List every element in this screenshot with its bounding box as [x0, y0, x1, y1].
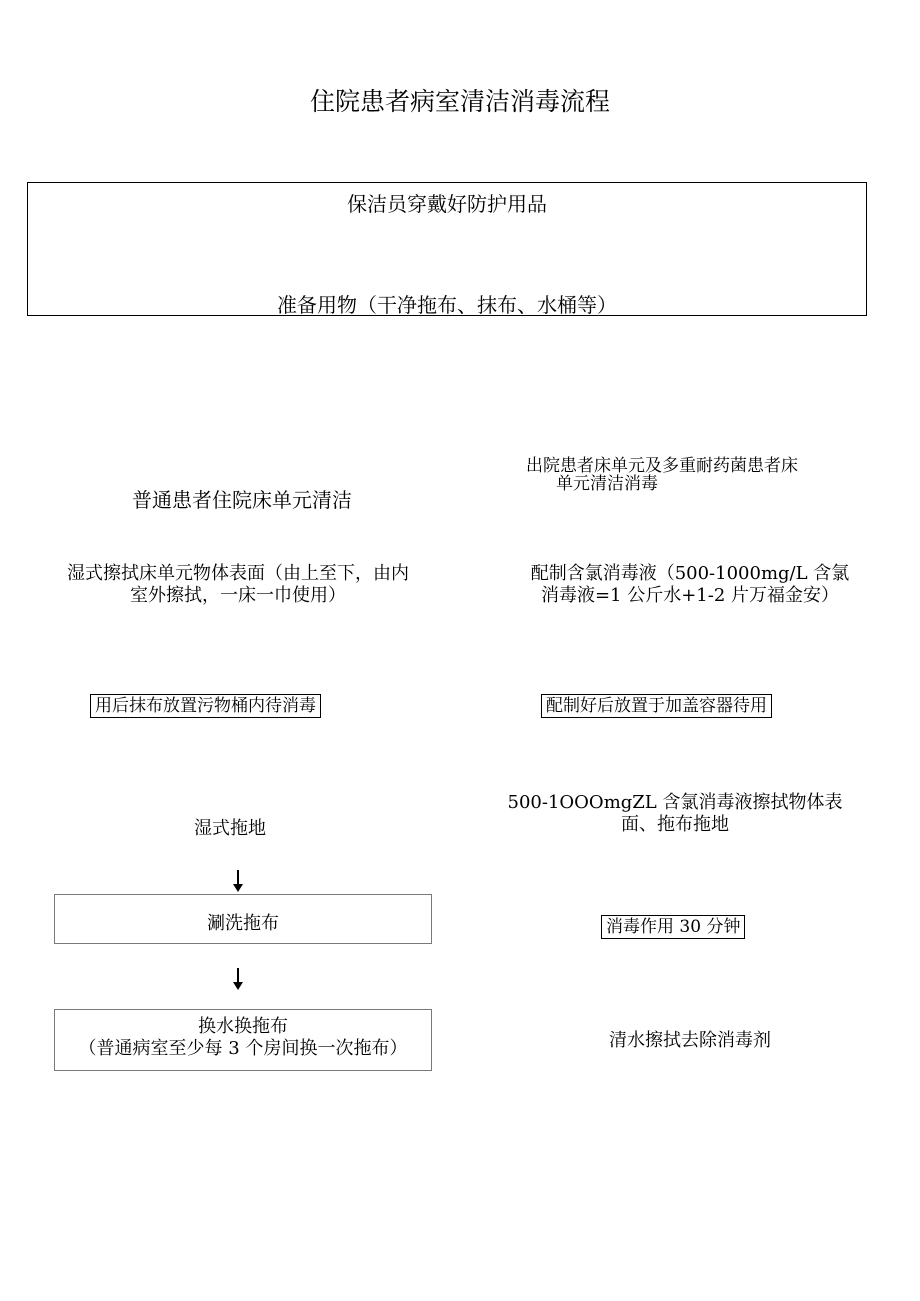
left-step-change-mop-box	[54, 1009, 432, 1071]
left-step-wet-mop: 湿式拖地	[194, 818, 266, 839]
page-title: 住院患者病室清洁消毒流程	[309, 87, 610, 116]
right-step-prepare-solution-line2: 消毒液=1 公斤水+1-2 片万福金安）	[540, 585, 840, 606]
right-step-rinse-residue: 清水擦拭去除消毒剂	[609, 1030, 771, 1051]
right-heading-line2: 单元清洁消毒	[556, 474, 658, 494]
left-step-change-mop-note: （普通病室至少每 3 个房间换一次拖布）	[78, 1038, 408, 1059]
preparation-line-protective-gear: 保洁员穿戴好防护用品	[347, 192, 547, 216]
preparation-box	[27, 182, 867, 316]
left-step-wipe-surfaces-line1: 湿式擦拭床单元物体表面（由上至下，由内	[67, 563, 409, 584]
left-step-cloth-disposal: 用后抹布放置污物桶内待消毒	[90, 694, 321, 718]
right-step-wipe-and-mop-line1: 500-1OOOmgZL 含氯消毒液擦拭物体表	[507, 792, 843, 813]
right-step-prepare-solution	[480, 563, 900, 607]
right-step-wipe-and-mop-line2: 面、拖布拖地	[621, 814, 729, 835]
left-step-wipe-surfaces-line2: 室外擦拭，一床一巾使用）	[130, 585, 346, 606]
left-step-change-mop: 换水换拖布	[198, 1016, 288, 1037]
preparation-line-supplies: 准备用物（干净拖布、抹布、水桶等）	[277, 293, 617, 317]
arrow-down-icon	[232, 968, 244, 990]
left-heading: 普通患者住院床单元清洁	[132, 488, 352, 512]
left-step-rinse-mop-box	[54, 894, 432, 944]
arrow-down-icon	[232, 870, 244, 892]
left-step-wipe-surfaces	[28, 563, 448, 607]
right-heading-line1: 出院患者床单元及多重耐药菌患者床	[526, 456, 798, 476]
right-step-store-covered: 配制好后放置于加盖容器待用	[541, 694, 772, 718]
right-step-contact-time: 消毒作用 30 分钟	[601, 915, 745, 939]
right-step-wipe-and-mop	[470, 792, 880, 836]
right-step-prepare-solution-line1: 配制含氯消毒液（500-1000mg/L 含氯	[530, 563, 850, 584]
left-step-rinse-mop: 涮洗拖布	[207, 913, 279, 934]
right-heading	[526, 455, 886, 495]
